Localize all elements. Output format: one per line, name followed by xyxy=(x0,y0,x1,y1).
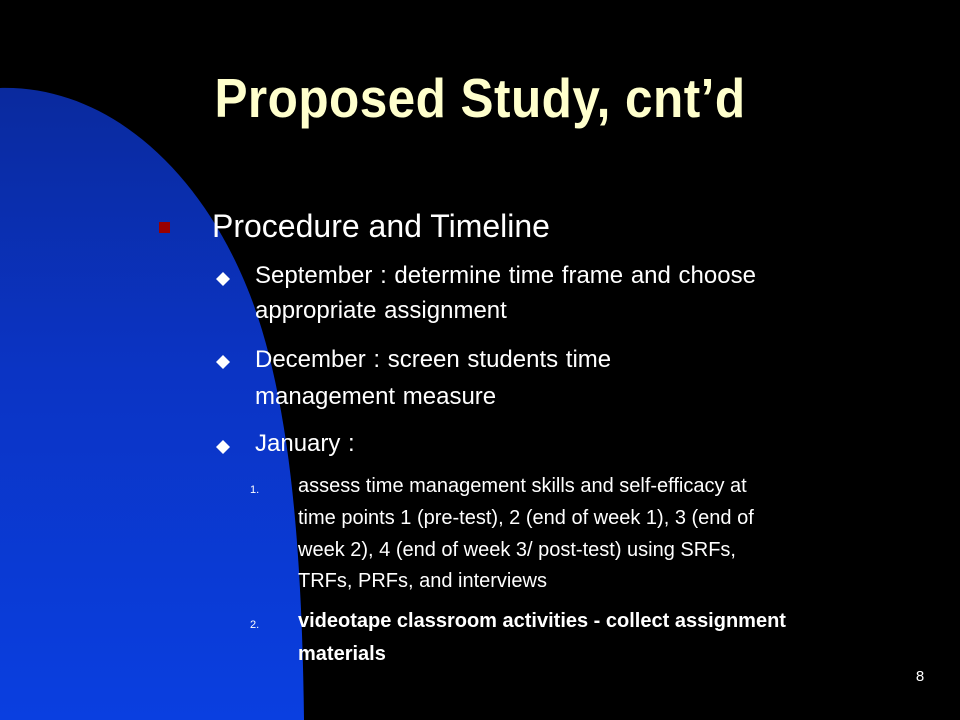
numbered-item-2-line2: materials xyxy=(298,643,386,665)
timeline-item-december-line1: December : screen students time xyxy=(255,346,612,373)
numbered-item-1-line4: TRFs, PRFs, and interviews xyxy=(298,570,547,592)
square-bullet-icon xyxy=(159,222,170,233)
numbered-item-2-line1: videotape classroom activities - collect assignment xyxy=(298,610,786,632)
numbered-item-1-line1: assess time management skills and self-efficacy at xyxy=(298,475,747,497)
timeline-item-september-line2: appropriate assignment xyxy=(255,297,507,324)
numbered-item-1-line3: week 2), 4 (end of week 3/ post-test) using SRFs, xyxy=(298,539,736,561)
timeline-item-january: January : xyxy=(255,430,355,457)
section-heading: Procedure and Timeline xyxy=(212,208,550,244)
diamond-bullet-icon xyxy=(216,355,230,369)
slide-number: 8 xyxy=(915,668,925,685)
diamond-bullet-icon xyxy=(216,440,230,454)
numbered-item-1-line2: time points 1 (pre-test), 2 (end of week 1), 3 (end of xyxy=(298,507,754,529)
timeline-item-december-line2: management measure xyxy=(255,383,497,410)
timeline-item-september-line1: September : determine time frame and choose xyxy=(255,262,756,289)
list-number: 2. xyxy=(250,619,260,631)
slide-title: Proposed Study, cnt’d xyxy=(214,67,746,129)
list-number: 1. xyxy=(250,484,260,496)
diamond-bullet-icon xyxy=(216,272,230,286)
